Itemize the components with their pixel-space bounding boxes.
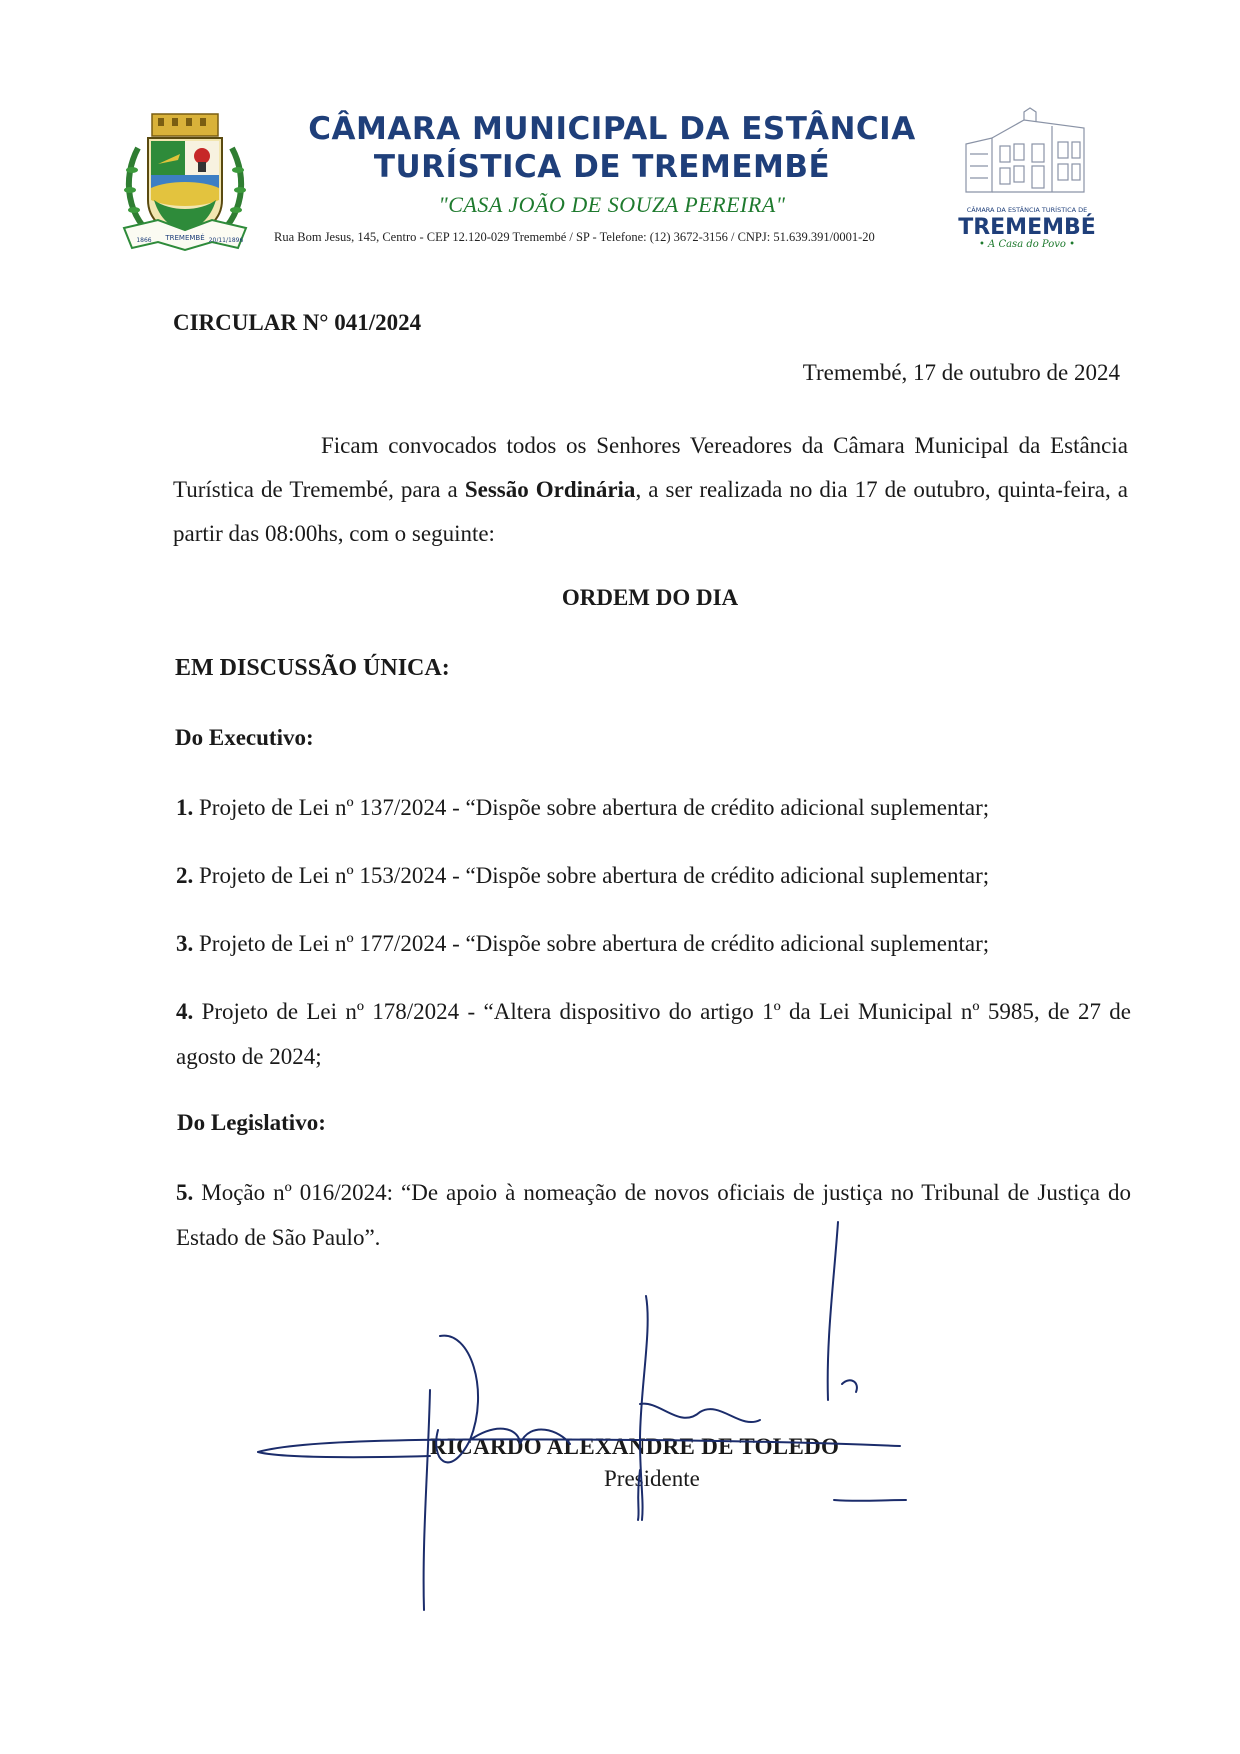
svg-text:20/11/1896: 20/11/1896 (208, 237, 244, 244)
letterhead-subtitle: "CASA JOÃO DE SOUZA PEREIRA" (438, 192, 786, 217)
letterhead-title-line1: CÂMARA MUNICIPAL DA ESTÂNCIA (308, 111, 916, 147)
agenda-item: 2. Projeto de Lei nº 153/2024 - “Dispõe sobre abertura de crédito adicional suplementar; (176, 863, 990, 888)
do-legislativo-heading: Do Legislativo: (177, 1110, 326, 1135)
signer-role: Presidente (604, 1466, 700, 1491)
camara-building-logo (952, 104, 1102, 252)
agenda-item: 4. Projeto de Lei nº 178/2024 - “Altera dispositivo do artigo 1º da Lei Municipal nº 5985, de 27 de agosto de 2024; (176, 999, 1131, 1069)
convocation-paragraph: Ficam convocados todos os Senhores Vereadores da Câmara Municipal da Estância Turística de Tremembé, para a Sessão Ordinária, a ser realizada no dia 17 de outubro, quinta-feira, a partir das 08:00hs, com o seguinte: (173, 433, 1128, 546)
do-executivo-heading: Do Executivo: (175, 725, 314, 750)
session-type: Sessão Ordinária (464, 477, 636, 502)
ordem-do-dia-heading: ORDEM DO DIA (561, 585, 739, 610)
svg-text:TREMEMBÉ: TREMEMBÉ (165, 234, 205, 242)
svg-text:• A Casa do Povo •: • A Casa do Povo • (978, 239, 1076, 250)
agenda-item: 3. Projeto de Lei nº 177/2024 - “Dispõe sobre abertura de crédito adicional suplementar; (176, 931, 990, 956)
letterhead-title-line2: TURÍSTICA DE TREMEMBÉ (373, 149, 831, 185)
em-discussao-heading: EM DISCUSSÃO ÚNICA: (175, 655, 450, 681)
letterhead-title-block (272, 110, 952, 218)
svg-text:1866: 1866 (136, 237, 152, 244)
document-date: Tremembé, 17 de outubro de 2024 (802, 360, 1120, 385)
svg-text:CÂMARA DA ESTÂNCIA TURÍSTICA D: CÂMARA DA ESTÂNCIA TURÍSTICA DE (966, 206, 1088, 214)
agenda-item: 5. Moção nº 016/2024: “De apoio à nomeação de novos oficiais de justiça no Tribunal de Justiça do Estado de São Paulo”. (176, 1180, 1131, 1250)
letterhead-address: Rua Bom Jesus, 145, Centro - CEP 12.120-029 Tremembé / SP - Telefone: (12) 3672-3156 / CNPJ: 51.639.391/0001-20 (274, 230, 875, 244)
svg-text:TREMEMBÉ: TREMEMBÉ (958, 215, 1096, 240)
circular-number: CIRCULAR N° 041/2024 (173, 310, 422, 335)
municipal-crest-logo (118, 108, 252, 256)
agenda-item: 1. Projeto de Lei nº 137/2024 - “Dispõe sobre abertura de crédito adicional suplementar; (176, 795, 990, 820)
signer-name: RICARDO ALEXANDRE DE TOLEDO (430, 1434, 840, 1459)
